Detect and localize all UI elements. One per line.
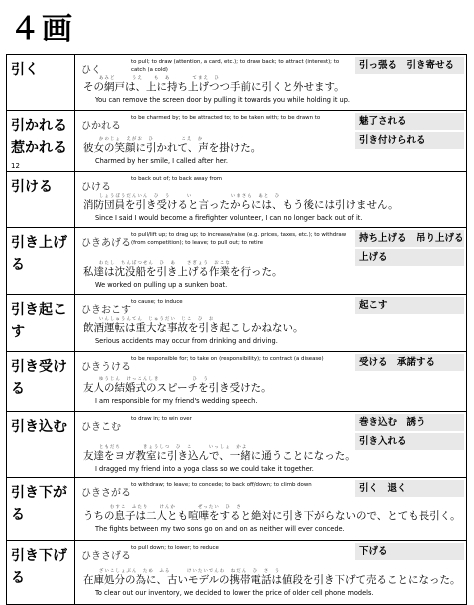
related-words (355, 230, 464, 268)
entry-body (75, 172, 466, 227)
example-sentence-jp: 友達をヨガ教室に引き込んで、一緒に通うことになった。 (83, 450, 356, 462)
entry-body (75, 111, 466, 171)
example-sentence-en: To clear out our inventory, we decided to lower the price of older cell phone models. (95, 589, 374, 597)
reading: ひきうける (81, 362, 131, 373)
related-word: 引く 退く (355, 480, 464, 497)
furigana: ざいこしょぶん ため ふる けいたいでんわ ねだん ひ さ う (99, 569, 281, 574)
related-word: 引き付けられる (355, 132, 464, 149)
reading: ひく (81, 65, 101, 76)
entry-body (75, 295, 466, 351)
example-sentence-jp: 友人の結婚式のスピーチを引き受けた。 (83, 382, 272, 394)
english-gloss: to back out of; to back away from (131, 176, 223, 182)
related-words (355, 113, 464, 151)
english-gloss: to cause; to induce (131, 299, 183, 305)
english-gloss: to draw in; to win over (131, 416, 192, 422)
entry-body (75, 478, 466, 540)
related-word: 引き入れる (355, 433, 464, 450)
related-word: 上げる (355, 249, 464, 266)
furigana: あみど うえ も あ てまえ ひ (99, 76, 220, 81)
example-sentence-jp: 私達は沈没船を引き上げる作業を行った。 (83, 266, 283, 278)
example-sentence-en: I am responsible for my friend's wedding speech. (95, 397, 258, 405)
entry-row (7, 478, 466, 541)
reading: ひかれる (81, 121, 121, 132)
example-sentence-jp: 在庫処分の為に、古いモデルの携帯電話は値段を引き下げて売ることになった。 (83, 574, 461, 586)
english-gloss: to be charmed by; to be attracted to; to be taken with; to be drawn to (131, 115, 321, 121)
related-words (355, 414, 464, 452)
furigana: ゆうじん けっこんしき ひ う (99, 377, 209, 382)
headword-text: 引き受ける (11, 359, 67, 397)
entry-row (7, 55, 466, 111)
headword-text: 引き込む (11, 419, 67, 435)
related-word: 受ける 承諾する (355, 354, 464, 371)
entry-row (7, 541, 466, 604)
related-words (355, 57, 464, 76)
related-words (355, 354, 464, 373)
english-gloss: to withdraw; to leave; to concede; to back off/down; to climb down (131, 482, 312, 488)
english-gloss: to pull down; to lower; to reduce (131, 545, 219, 551)
furigana: かのじょ えがお ひ こえ か (99, 137, 204, 142)
related-word: 起こす (355, 297, 464, 314)
example-sentence-jp: 飲酒運転は重大な事故を引き起こしかねない。 (83, 322, 304, 334)
related-word: 下げる (355, 543, 464, 560)
example-sentence-en: We worked on pulling up a sunken boat. (95, 281, 228, 289)
example-sentence-jp: 消防団員を引き受けると言ったからには、もう後には引けません。 (83, 199, 399, 211)
furigana: いんしゅうんてん じゅうだい じこ ひ お (99, 317, 215, 322)
headword (7, 55, 75, 110)
related-word: 引っ張る 引き寄せる (355, 57, 464, 74)
entry-body (75, 352, 466, 411)
headword-text: 引ける (11, 179, 53, 195)
reading: ひきこむ (81, 422, 121, 433)
english-gloss: to pull; to draw (attention, a card, etc.); to draw back; to attract (interest); to catch (a cold) (131, 59, 340, 73)
related-word: 魅了される (355, 113, 464, 130)
example-sentence-jp: 彼女の笑顔に引かれて、声を掛けた。 (83, 142, 262, 154)
example-sentence-en: You can remove the screen door by pulling it towards you while holding it up. (95, 96, 351, 104)
entry-body (75, 228, 466, 294)
related-words (355, 543, 464, 562)
reading: ひきさがる (81, 488, 131, 499)
headword (7, 352, 75, 411)
furigana: ともだち きょうしつ ひ こ いっしょ かよ (99, 445, 248, 450)
example-sentence-jp: その網戸は、上に持ち上げつつ手前に引くと外せます。 (83, 81, 345, 93)
entry-row (7, 352, 466, 412)
headword (7, 172, 75, 227)
reading: ひきおこす (81, 305, 131, 316)
footnote-marker: 12 (11, 162, 20, 170)
headword (7, 478, 75, 540)
furigana: しょうぼうだんいん ひ う い いまさら あと ひ (99, 194, 281, 199)
headword-text: 引き起こす (11, 302, 67, 340)
headword (7, 412, 75, 477)
headword-text: 引く (11, 62, 39, 78)
entry-row (7, 228, 466, 295)
headword-text: 引き上げる (11, 235, 67, 273)
page-title: ４画 (10, 12, 74, 47)
entry-row (7, 295, 466, 352)
entry-row (7, 111, 466, 172)
headword-text: 引き下がる (11, 485, 67, 523)
headword (7, 295, 75, 351)
vocab-table (6, 54, 467, 605)
english-gloss: to be responsible for; to take on (responsibility); to contract (a disease) (131, 356, 324, 362)
entry-body (75, 412, 466, 477)
reading: ひきあげる (81, 238, 131, 249)
related-word: 巻き込む 誘う (355, 414, 464, 431)
reading: ひきさげる (81, 551, 131, 562)
reading: ひける (81, 182, 111, 193)
example-sentence-en: I dragged my friend into a yoga class so we could take it together. (95, 465, 314, 473)
headword (7, 111, 75, 171)
headword (7, 228, 75, 294)
example-sentence-jp: うちの息子は二人とも喧嘩をすると絶対に引き下がらないので、とても長引く。 (83, 510, 461, 522)
example-sentence-en: Since I said I would become a firefighter volunteer, I can no longer back out of it. (95, 214, 363, 222)
furigana: わたし ちんぼつせん ひ あ さぎょう おこな (99, 261, 231, 266)
entry-row (7, 412, 466, 478)
furigana: むすこ ふたり けんか ぜったい ひ さ (99, 505, 242, 510)
entry-body (75, 55, 466, 110)
headword (7, 541, 75, 604)
entry-body (75, 541, 466, 604)
related-word: 持ち上げる 吊り上げる (355, 230, 464, 247)
related-words (355, 297, 464, 316)
entry-row (7, 172, 466, 228)
example-sentence-en: The fights between my two sons go on and on as neither will ever concede. (95, 525, 345, 533)
headword-text: 引かれる 惹かれる (11, 118, 67, 156)
example-sentence-en: Serious accidents may occur from drinking and driving. (95, 337, 278, 345)
example-sentence-en: Charmed by her smile, I called after her. (95, 157, 229, 165)
related-words (355, 480, 464, 499)
english-gloss: to pull/lift up; to drag up; to increase/raise (e.g. prices, taxes, etc.); to withdraw (from competition); to leave; to pull out; to retire (131, 232, 347, 246)
headword-text: 引き下げる (11, 548, 67, 586)
